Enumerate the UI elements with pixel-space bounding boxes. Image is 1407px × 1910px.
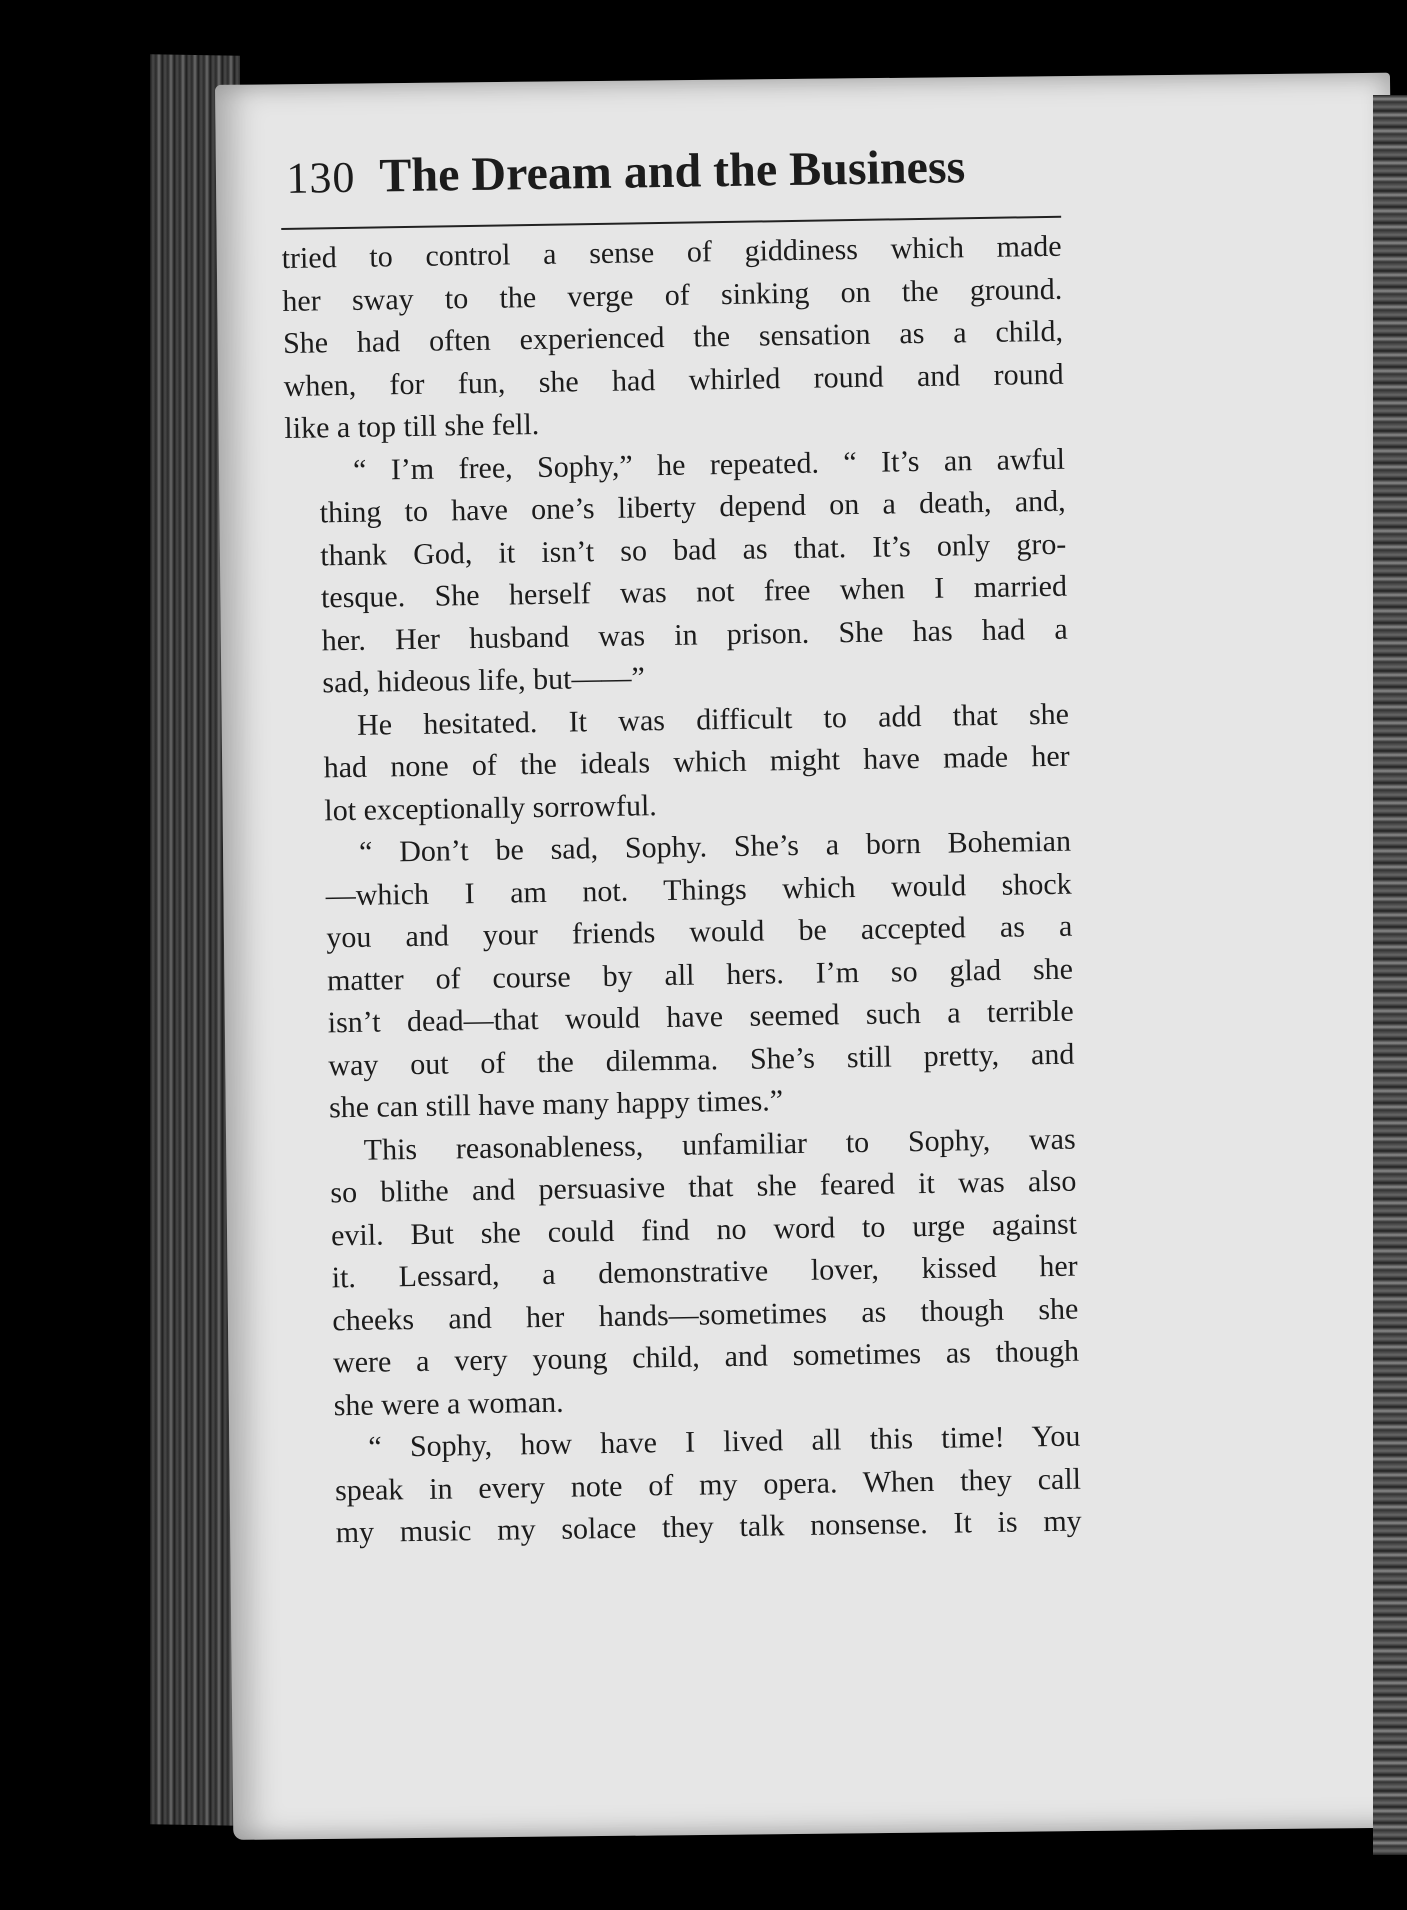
text-line: had none of the ideals which might have made her — [323, 739, 1070, 785]
paragraph — [300, 1416, 1082, 1556]
paragraph — [285, 438, 1069, 705]
page-content — [280, 138, 1082, 1556]
text-line: tesque. She herself was not free when I married — [320, 569, 1068, 615]
text-line: evil. But she could find no word to urge against — [330, 1207, 1078, 1252]
text-line: sad, hideous life, but——” — [322, 661, 646, 700]
text-line: isn’t dead—that would have seemed such a terrible — [327, 994, 1074, 1040]
text-line: my music my solace they talk nonsense. It is my — [335, 1504, 1082, 1550]
running-head — [280, 138, 1061, 230]
page-number: 130 — [286, 152, 356, 203]
text-line: “ I’m free, Sophy,” he repeated. “ It’s an awful — [352, 442, 1066, 487]
paragraph — [295, 1118, 1080, 1428]
text-line: thank God, it isn’t so bad as that. It’s only gro- — [320, 527, 1067, 572]
body-text — [281, 226, 1082, 1556]
text-line: were a very young child, and sometimes as though — [332, 1334, 1080, 1380]
text-line: way out of the dilemma. She’s still pretty, and — [328, 1037, 1075, 1082]
text-line: “ Sophy, how have I lived all this time! You — [368, 1419, 1081, 1464]
text-line: thing to have one’s liberty depend on a death, and, — [319, 484, 1066, 530]
book-gutter-edge — [1373, 95, 1407, 1855]
text-line: her. Her husband was in prison. She has had a — [321, 612, 1068, 657]
text-line: like a top till she fell. — [284, 407, 540, 445]
text-line: her sway to the verge of sinking on the ground. — [282, 272, 1063, 318]
text-line: it. Lessard, a demonstrative lover, kissed her — [331, 1249, 1078, 1295]
text-line: She had often experienced the sensation as a child, — [282, 314, 1064, 360]
text-line: she were a woman. — [333, 1385, 564, 1422]
text-line: —which I am not. Things which would shock — [325, 867, 1072, 912]
text-line: This reasonableness, unfamiliar to Sophy, was — [363, 1122, 1076, 1167]
text-line: when, for fun, she had whirled round and round — [283, 357, 1064, 403]
paragraph — [291, 821, 1076, 1131]
text-line: she can still have many happy times.” — [328, 1084, 784, 1125]
text-line: lot exceptionally sorrowful. — [324, 788, 658, 827]
text-line: speak in every note of my opera. When they call — [334, 1462, 1082, 1507]
text-line: tried to control a sense of giddiness which made — [281, 229, 1062, 275]
paragraph — [289, 693, 1071, 833]
paragraph — [281, 226, 1064, 451]
text-line: He hesitated. It was difficult to add that she — [356, 697, 1070, 742]
text-line: so blithe and persuasive that she feared it was also — [330, 1164, 1077, 1210]
text-line: you and your friends would be accepted as a — [326, 909, 1073, 955]
book-title: The Dream and the Business — [379, 140, 966, 203]
text-line: “ Don’t be sad, Sophy. She’s a born Bohemian — [358, 824, 1072, 869]
text-line: matter of course by all hers. I’m so glad she — [326, 952, 1074, 997]
text-line: cheeks and her hands—sometimes as though she — [332, 1292, 1079, 1337]
